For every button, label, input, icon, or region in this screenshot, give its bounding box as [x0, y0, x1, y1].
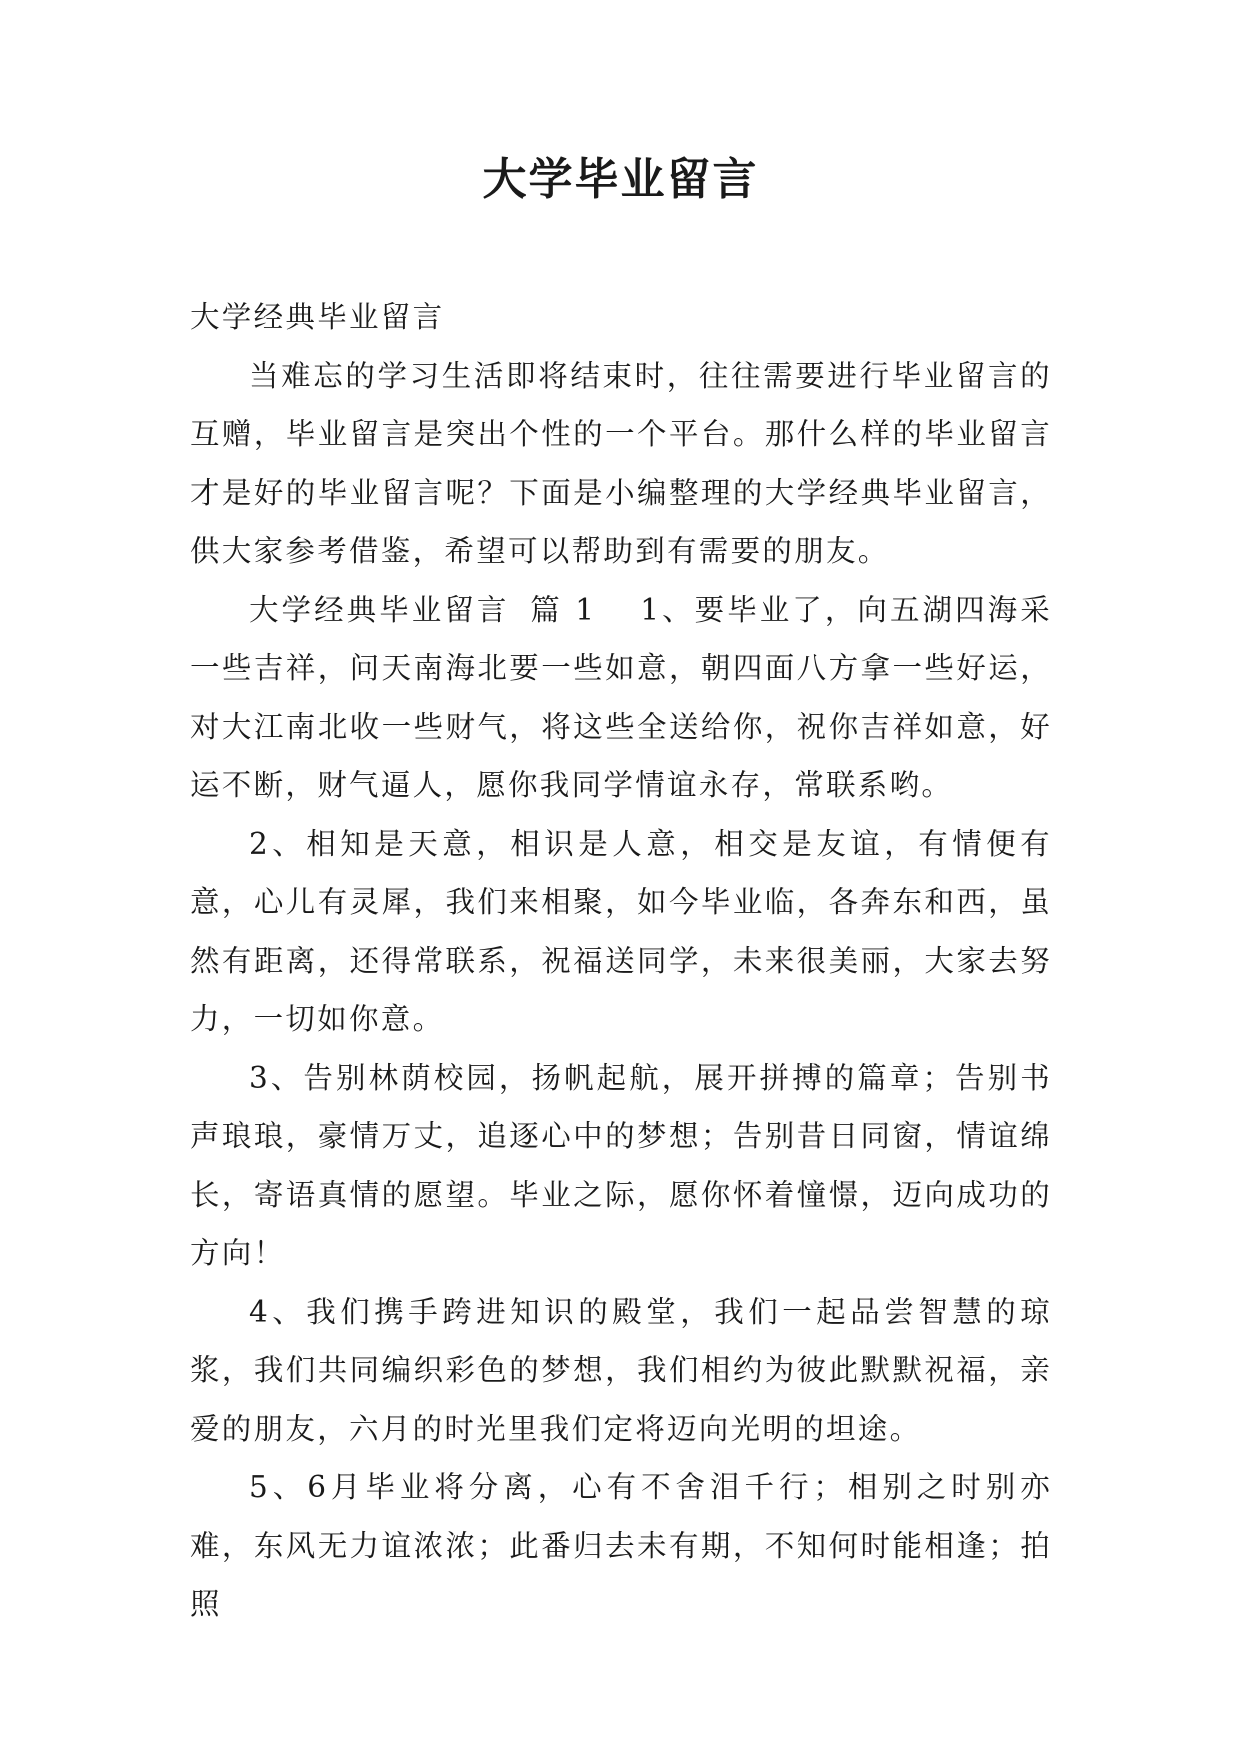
list-item: 4、我们携手跨进知识的殿堂，我们一起品尝智慧的琼浆，我们共同编织彩色的梦想，我们相约为彼此默默祝福，亲爱的朋友，六月的时光里我们定将迈向光明的坦途。: [190, 1294, 1052, 1446]
section-heading: 大学经典毕业留言: [249, 592, 510, 627]
section-label: 篇 1: [529, 592, 597, 627]
document-title: 大学毕业留言: [482, 154, 759, 205]
document-subtitle: 大学经典毕业留言: [190, 300, 445, 334]
intro-paragraph: 当难忘的学习生活即将结束时，往往需要进行毕业留言的互赠，毕业留言是突出个性的一个平台。那什么样的毕业留言才是好的毕业留言呢？下面是小编整理的大学经典毕业留言，供大家参考借鉴，希望可以帮助到有需要的朋友。: [190, 358, 1052, 568]
list-item: 1、要毕业了，向五湖四海采一些吉祥，问天南海北要一些如意，朝四面八方拿一些好运，对大江南北收一些财气，将这些全送给你，祝你吉祥如意，好运不断，财气逼人，愿你我同学情谊永存，常联系哟。: [190, 592, 1052, 802]
list-item: 3、告别林荫校园，扬帆起航，展开拼搏的篇章；告别书声琅琅，豪情万丈，追逐心中的梦想；告别昔日同窗，情谊绵长，寄语真情的愿望。毕业之际，愿你怀着憧憬，迈向成功的方向！: [190, 1060, 1052, 1270]
section-paragraph: [190, 581, 1052, 815]
list-item: 2、相知是天意，相识是人意，相交是友谊，有情便有意，心儿有灵犀，我们来相聚，如今毕业临，各奔东和西，虽然有距离，还得常联系，祝福送同学，未来很美丽，大家去努力，一切如你意。: [190, 826, 1052, 1036]
document-body: [190, 288, 1052, 1634]
list-item: 5、6月毕业将分离，心有不舍泪千行；相别之时别亦难，东风无力谊浓浓；此番归去未有期，不知何时能相逢；拍照: [190, 1470, 1052, 1621]
